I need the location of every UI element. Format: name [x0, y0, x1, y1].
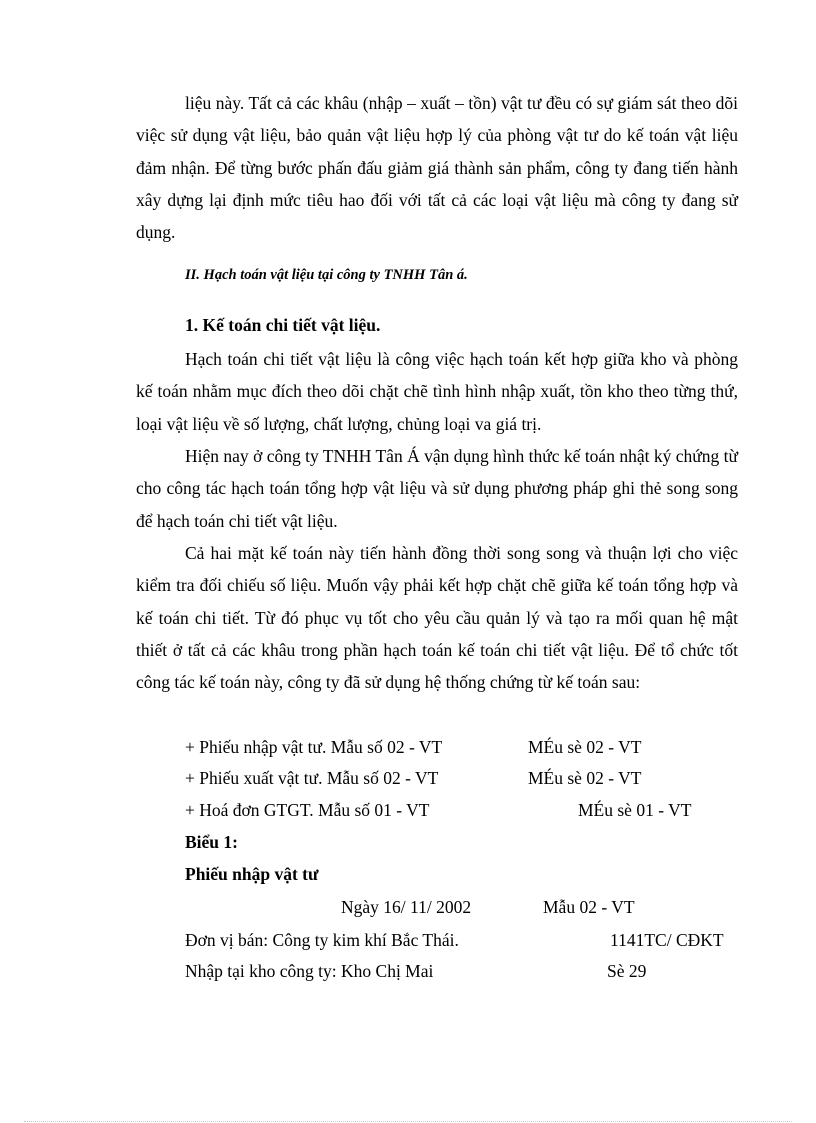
subsection-heading: 1. Kế toán chi tiết vật liệu. — [185, 315, 381, 335]
bieu-reg: 1141TC/ CĐKT — [610, 930, 724, 950]
bieu-form: Mẫu 02 - VT — [543, 897, 635, 917]
list-item: + Phiếu xuất vật tư. Mẫu số 02 - VT — [185, 768, 439, 788]
paragraph-current-method: Hiện nay ở công ty TNHH Tân Á vận dụng hình thức kế toán nhật ký chứng từ cho công tác hạch toán tổng hợp vật liệu và sử dụng phương pháp ghi thẻ song song để hạch toán chi tiết vật liệu. — [136, 446, 738, 531]
footer-divider — [24, 1121, 792, 1122]
list-item: + Phiếu nhập vật tư. Mẫu số 02 - VT — [185, 737, 443, 757]
paragraph-detail-accounting: Hạch toán chi tiết vật liệu là công việc hạch toán kết hợp giữa kho và phòng kế toán nhằm mục đích theo dõi chặt chẽ tình hình nhập xuất, tồn kho theo từng thứ, loại vật liệu về số lượng, chất lượng, chủng loại va giá trị. — [136, 349, 738, 434]
section-heading: II. Hạch toán vật liệu tại công ty TNHH Tân á. — [185, 267, 468, 283]
list-item-code: MÉu sè 01 - VT — [578, 800, 692, 820]
bieu-seller: Đơn vị bán: Công ty kim khí Bắc Thái. — [185, 930, 459, 950]
list-item-code: MÉu sè 02 - VT — [528, 768, 642, 788]
bieu-label: Biểu 1: — [185, 832, 238, 852]
paragraph-intro: liệu này. Tất cả các khâu (nhập – xuất – tồn) vật tư đều có sự giám sát theo dõi việc sử dụng vật liệu, bảo quản vật liệu hợp lý của phòng vật tư do kế toán vật liệu đảm nhận. Để từng bước phấn đấu giảm giá thành sản phẩm, công ty đang tiến hành xây dựng lại định mức tiêu hao đối với tất cả các loại vật liệu mà công ty đang sử dụng. — [136, 93, 738, 243]
bieu-number: Sè 29 — [607, 961, 647, 981]
list-item: + Hoá đơn GTGT. Mẫu số 01 - VT — [185, 800, 430, 820]
bieu-date: Ngày 16/ 11/ 2002 — [341, 897, 472, 917]
paragraph-documents: Cả hai mặt kế toán này tiến hành đồng thời song song và thuận lợi cho việc kiểm tra đối chiếu số liệu. Muốn vậy phải kết hợp chặt chẽ giữa kế toán tổng hợp và kế toán chi tiết. Từ đó phục vụ tốt cho yêu cầu quản lý và tạo ra mối quan hệ mật thiết ở tất cả các khâu trong phần hạch toán kế toán chi tiết vật liệu. Để tổ chức tốt công tác kế toán này, công ty đã sử dụng hệ thống chứng từ kế toán sau: — [136, 543, 738, 693]
bieu-warehouse: Nhập tại kho công ty: Kho Chị Mai — [185, 961, 434, 981]
list-item-code: MÉu sè 02 - VT — [528, 737, 642, 757]
bieu-title: Phiếu nhập vật tư — [185, 864, 319, 884]
